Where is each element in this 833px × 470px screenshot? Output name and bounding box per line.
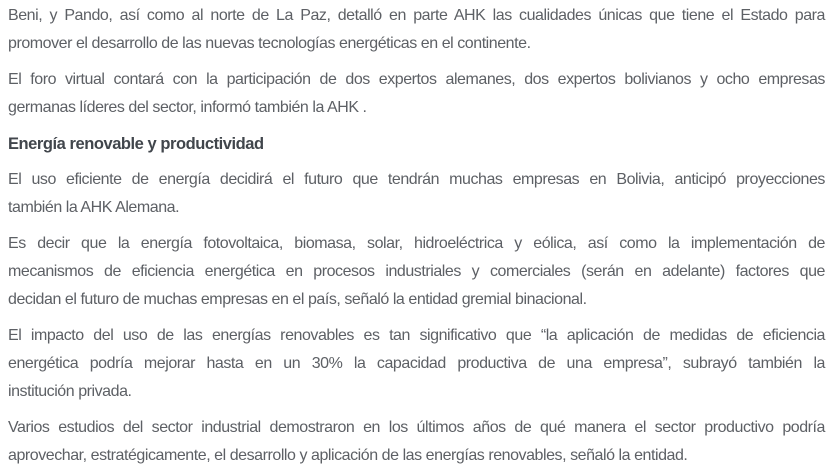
- text-line: El uso eficiente de energía decidirá el futuro que tendrán muchas empresas en Bolivia, anticipó proyecciones: [8, 171, 825, 188]
- text-line: energética podría mejorar hasta en un 30% la capacidad productiva de una empresa”, subrayó también la: [8, 355, 825, 372]
- paragraph: [8, 230, 825, 314]
- text-line: Energía renovable y productividad: [8, 135, 264, 153]
- text-line: El impacto del uso de las energías renovables es tan significativo que “la aplicación de medidas de eficiencia: [8, 327, 825, 344]
- text-line: aprovechar, estratégicamente, el desarrollo y aplicación de las energías renovables, señaló la entidad.: [8, 447, 688, 464]
- text-line: Varios estudios del sector industrial demostraron en los últimos años de qué manera el sector productivo podría: [8, 419, 825, 436]
- text-line: Beni, y Pando, así como al norte de La Paz, detalló en parte AHK las cualidades únicas que tiene el Estado para: [8, 7, 825, 24]
- text-line: Es decir que la energía fotovoltaica, biomasa, solar, hidroeléctrica y eólica, así como la implementación de: [8, 235, 825, 252]
- text-line: germanas líderes del sector, informó también la AHK .: [8, 99, 367, 116]
- text-line: institución privada.: [8, 383, 132, 400]
- section-heading: [8, 130, 825, 158]
- text-line: decidan el futuro de muchas empresas en el país, señaló la entidad gremial binacional.: [8, 291, 587, 308]
- text-line: también la AHK Alemana.: [8, 199, 180, 216]
- paragraph: [8, 166, 825, 222]
- text-line: promover el desarrollo de las nuevas tecnologías energéticas en el continente.: [8, 35, 531, 52]
- paragraph: [8, 322, 825, 406]
- paragraph: [8, 2, 825, 58]
- text-line: El foro virtual contará con la participación de dos expertos alemanes, dos expertos bolivianos y ocho empresas: [8, 71, 825, 88]
- paragraph: [8, 414, 825, 470]
- text-line: mecanismos de eficiencia energética en procesos industriales y comerciales (serán en adelante) factores que: [8, 263, 825, 280]
- paragraph: [8, 66, 825, 122]
